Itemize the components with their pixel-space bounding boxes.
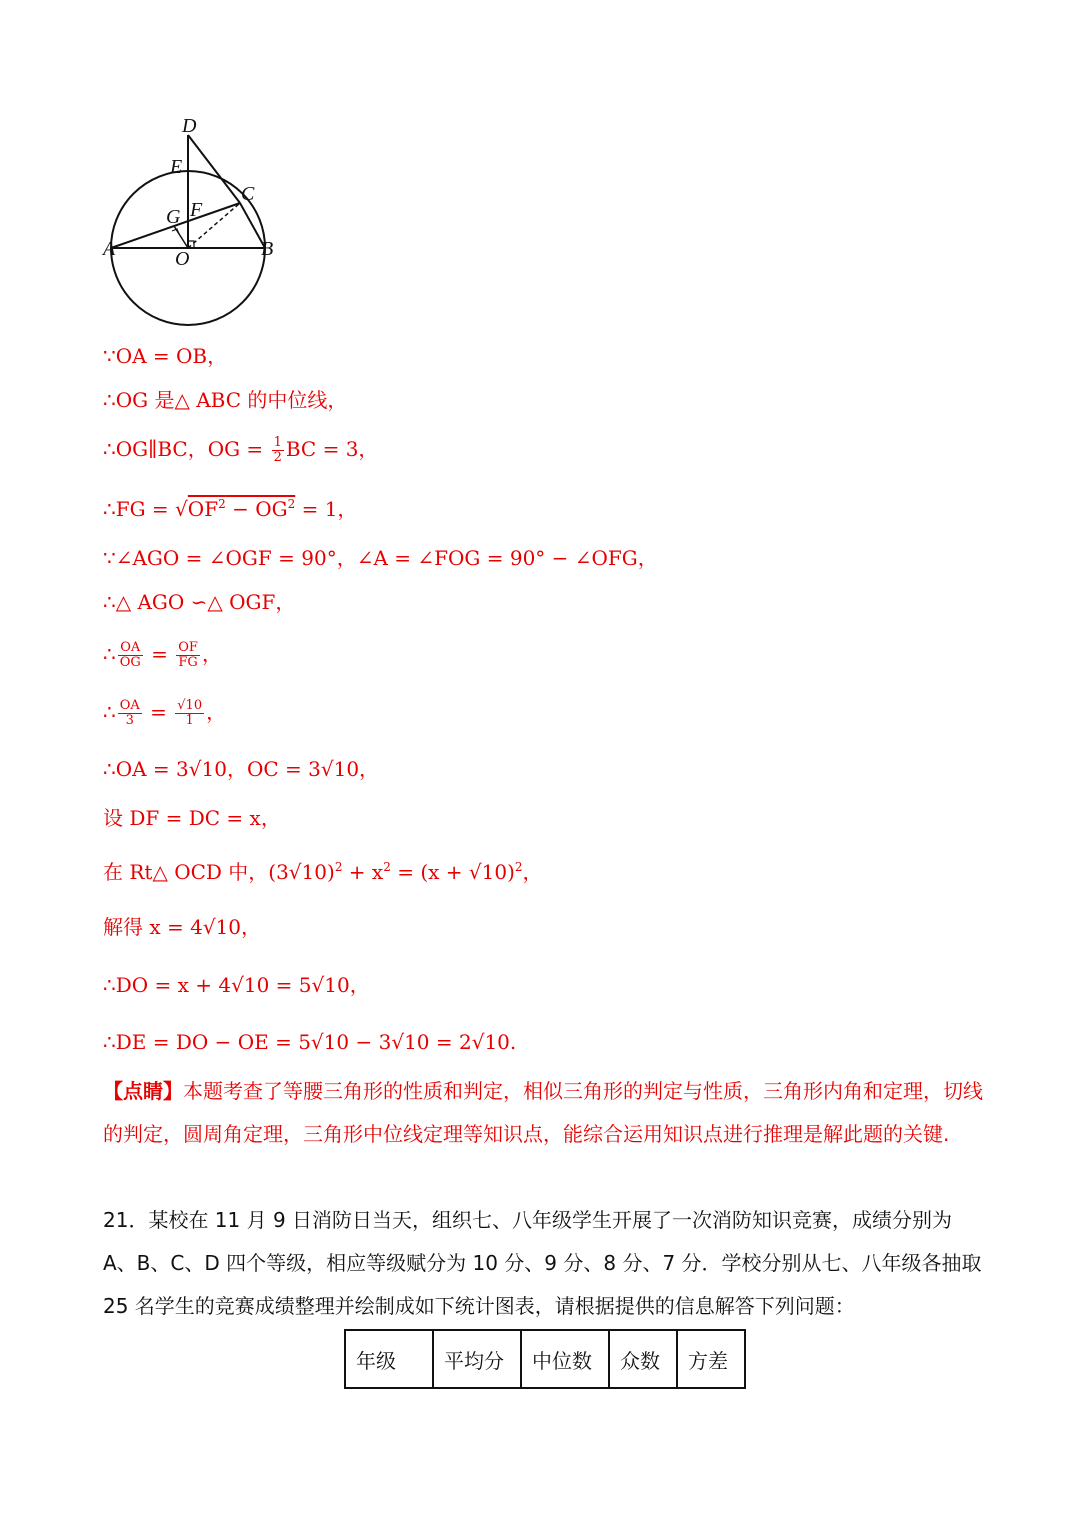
- equals: =: [144, 642, 175, 666]
- label-f: F: [190, 199, 203, 221]
- solution-line-4-a: ∴FG = √: [103, 497, 188, 521]
- question-21: 21．某校在 11 月 9 日消防日当天，组织七、八年级学生开展了一次消防知识竞赛，成绩分别为 A、B、C、D 四个等级，相应等级赋分为 10 分、9 分、8 分、7 分．学校分别从七、八年级各抽取 25 名学生的竞赛成绩整理并绘制成如下统计图表，请根据提供的信息解答下列问题：: [103, 1208, 982, 1318]
- fraction-oa-og: [118, 641, 143, 670]
- comma: ，: [201, 642, 222, 666]
- solution-line-1: ∵OA = OB，: [103, 344, 228, 368]
- exponent: 2: [383, 860, 391, 874]
- solution-line-4: [103, 495, 357, 523]
- solution-line-10: 设 DF = DC = x，: [103, 806, 281, 830]
- table-header-cell: 中位数: [521, 1330, 609, 1388]
- radicand: [188, 497, 295, 521]
- fraction-sqrt10-1: [175, 699, 204, 728]
- stats-table: [344, 1329, 746, 1389]
- fraction-half: [272, 436, 284, 465]
- fraction-numerator: OA: [119, 698, 140, 713]
- solution-line-3: [103, 435, 378, 465]
- table-header-cell: 众数: [609, 1330, 677, 1388]
- therefore-symbol: ∴: [103, 700, 116, 724]
- fraction-numerator: OA: [118, 641, 143, 656]
- solution-line-5: ∵∠AGO = ∠OGF = 90°，∠A = ∠FOG = 90° − ∠OFG，: [103, 546, 658, 570]
- table-header-cell: 方差: [677, 1330, 745, 1388]
- fraction-denominator: 3: [125, 713, 134, 728]
- solution-line-14: ∴DE = DO − OE = 5√10 − 3√10 = 2√10.: [103, 1030, 517, 1054]
- solution-line-12: 解得 x = 4√10，: [103, 915, 262, 939]
- radicand-og: − OG: [225, 497, 288, 521]
- solution-line-4-b: = 1，: [295, 497, 358, 521]
- solution-line-7: [103, 640, 222, 670]
- solution-line-11: [103, 858, 543, 886]
- dianjing-paragraph: [103, 1070, 983, 1156]
- label-d: D: [182, 115, 197, 137]
- fraction-numerator: 1: [273, 435, 282, 450]
- label-e: E: [170, 156, 183, 178]
- label-a: A: [103, 238, 116, 260]
- solution-line-3-a: ∴OG∥BC，OG =: [103, 437, 270, 461]
- dianjing-text: 本题考查了等腰三角形的性质和判定，相似三角形的判定与性质，三角形内角和定理，切线的判定，圆周角定理，三角形中位线定理等知识点，能综合运用知识点进行推理是解此题的关键.: [103, 1079, 983, 1146]
- solution-line-11-a: 在 Rt△ OCD 中，(3√10): [103, 860, 335, 884]
- exponent: 2: [514, 860, 523, 874]
- table-header-cell: 平均分: [433, 1330, 521, 1388]
- solution-line-8: [103, 698, 226, 728]
- solution-line-11-b: + x: [342, 860, 384, 884]
- exponent: 2: [287, 497, 296, 511]
- fraction-oa-3: [118, 699, 142, 728]
- label-c: C: [241, 183, 255, 205]
- equals: =: [143, 700, 174, 724]
- solution-line-6: ∴△ AGO ∽△ OGF，: [103, 590, 296, 614]
- radicand-of: OF: [187, 497, 219, 521]
- fraction-of-fg: [176, 641, 200, 670]
- solution-line-2: ∴OG 是△ ABC 的中位线，: [103, 388, 348, 412]
- solution-line-9: ∴OA = 3√10，OC = 3√10，: [103, 757, 380, 781]
- table-header-cell: 年级: [345, 1330, 433, 1388]
- solution-line-3-b: BC = 3，: [285, 437, 379, 461]
- fraction-denominator: 2: [273, 450, 282, 465]
- dianjing-label: 【点睛】: [103, 1079, 183, 1103]
- label-o: O: [175, 248, 190, 270]
- solution-line-13: ∴DO = x + 4√10 = 5√10，: [103, 973, 370, 997]
- fraction-denominator: OG: [119, 655, 141, 670]
- label-b: B: [261, 238, 274, 260]
- exponent: 2: [334, 860, 343, 874]
- fraction-denominator: FG: [178, 655, 198, 670]
- fraction-numerator: OF: [178, 640, 198, 655]
- segment-dc: [188, 135, 240, 203]
- solution-line-11-c: = (x + √10): [390, 860, 515, 884]
- table-header-row: [345, 1330, 745, 1388]
- therefore-symbol: ∴: [103, 642, 116, 666]
- fraction-denominator: 1: [185, 713, 194, 728]
- fraction-numerator: √10: [177, 698, 203, 713]
- exponent: 2: [218, 497, 226, 511]
- comma: ，: [522, 860, 543, 884]
- comma: ，: [206, 700, 227, 724]
- label-g: G: [166, 206, 181, 228]
- geometry-figure: [95, 105, 295, 330]
